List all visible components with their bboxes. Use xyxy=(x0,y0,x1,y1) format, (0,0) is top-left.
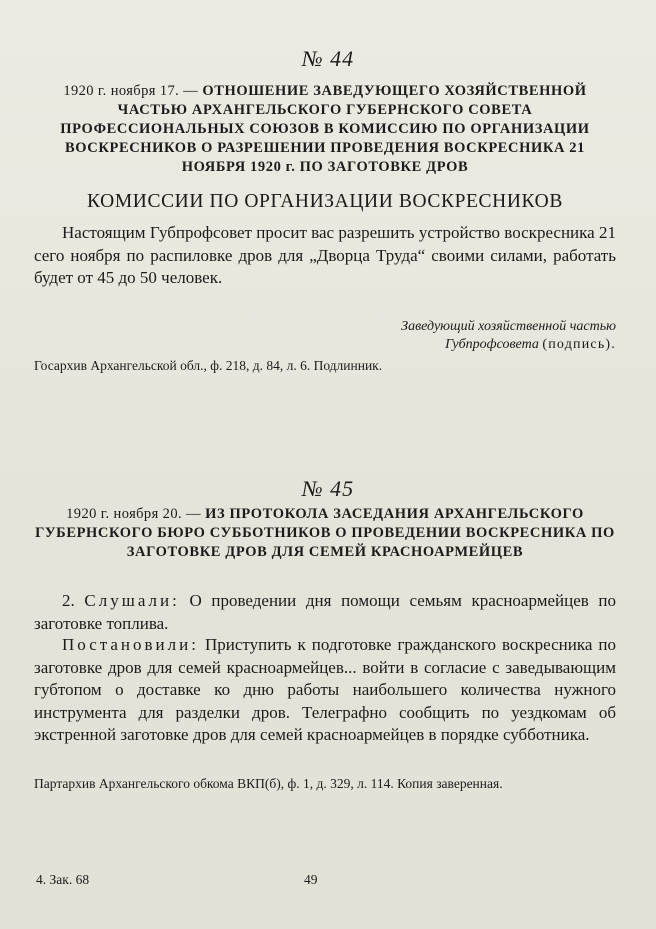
addressee-line: КОМИССИИ ПО ОРГАНИЗАЦИИ ВОСКРЕСНИКОВ xyxy=(87,191,563,212)
document-44-heading xyxy=(34,82,616,177)
decided-label: Постановили: xyxy=(62,635,199,654)
signature-position: Заведующий хозяйственной частью xyxy=(401,319,616,334)
printer-signature-mark: 4. Зак. 68 xyxy=(36,872,90,887)
document-44-body xyxy=(34,222,616,290)
signature-organization-line xyxy=(34,336,616,354)
document-44-date: 1920 г. ноября 17. — xyxy=(63,83,199,99)
document-45-title: ИЗ ПРОТОКОЛА ЗАСЕДАНИЯ АРХАНГЕЛЬСКОГО ГУБЕРНСКОГО БЮРО СУББОТНИКОВ О ПРОВЕДЕНИИ ВОСКРЕСНИКА ПО ЗАГОТОВКЕ ДРОВ ДЛЯ СЕМЕЙ КРАСНОАРМЕЙЦЕВ xyxy=(35,506,615,560)
heard-text: О проведении дня помощи семьям красноармейцев по заготовке топлива. xyxy=(34,591,617,633)
decided-text: Приступить к подготовке гражданского воскресника по заготовке дров для семей красноармейцев... войти в согласие с заведывающим губтопом о доставке ко дню работы наибольшего количества нужного инструмента для разделки дров. Телеграфно сообщить по уездкомам об экстренной заготовке дров для семей красноармейцев в порядке субботника. xyxy=(34,635,617,744)
document-number-45: № 45 xyxy=(301,476,355,501)
document-44-source: Госархив Архангельской обл., ф. 218, д. 84, л. 6. Подлинник. xyxy=(34,358,383,373)
document-45-heading xyxy=(34,505,616,562)
document-45-item-heard xyxy=(34,590,616,635)
document-number-44: № 44 xyxy=(301,46,355,71)
document-45-source: Партархив Архангельского обкома ВКП(б), ф. 1, д. 329, л. 114. Копия заверенная. xyxy=(34,776,503,791)
heard-label: Слушали: xyxy=(84,591,180,610)
document-45-item-decided xyxy=(34,634,616,747)
item-number: 2. xyxy=(62,591,75,610)
decided-paragraph xyxy=(34,634,616,747)
signature-organization: Губпрофсовета xyxy=(445,337,539,352)
document-44-title: ОТНОШЕНИЕ ЗАВЕДУЮЩЕГО ХОЗЯЙСТВЕННОЙ ЧАСТЬЮ АРХАНГЕЛЬСКОГО ГУБЕРНСКОГО СОВЕТА ПРОФЕССИОНАЛЬНЫХ СОЮЗОВ В КОМИССИЮ ПО ОРГАНИЗАЦИИ ВОСКРЕСНИКОВ О РАЗРЕШЕНИИ ПРОВЕДЕНИЯ ВОСКРЕСНИКА 21 НОЯБРЯ 1920 г. ПО ЗАГОТОВКЕ ДРОВ xyxy=(60,83,590,175)
page-number: 49 xyxy=(304,872,318,887)
document-45-date: 1920 г. ноября 20. — xyxy=(66,506,201,522)
signature-mark: (подпись). xyxy=(542,337,616,352)
document-44-signature xyxy=(34,318,616,354)
document-44-paragraph: Настоящим Губпрофсовет просит вас разрешить устройство воскресника 21 сего ноября по распиловке дров для „Дворца Труда“ своими силами, работать будет от 45 до 50 человек. xyxy=(34,223,616,287)
heard-paragraph xyxy=(34,590,616,635)
